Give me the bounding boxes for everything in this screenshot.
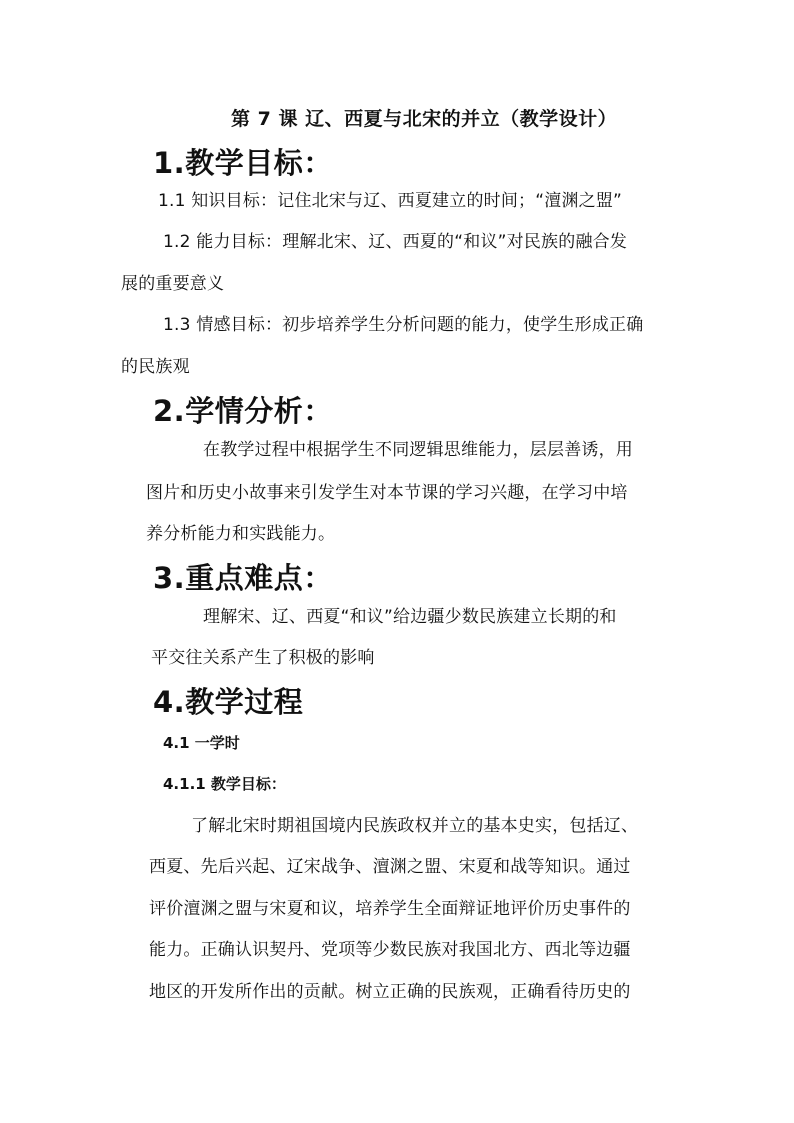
paragraph-line: 评价澶渊之盟与宋夏和议，培养学生全面辩证地评价历史事件的	[149, 899, 631, 919]
paragraph-line: 展的重要意义	[121, 274, 225, 294]
paragraph-line: 的民族观	[121, 357, 190, 377]
paragraph-line: 西夏、先后兴起、辽宋战争、澶渊之盟、宋夏和战等知识。通过	[149, 857, 631, 877]
subheading-lesson-objectives: 4.1.1 教学目标：	[163, 775, 286, 793]
paragraph-line: 了解北宋时期祖国境内民族政权并立的基本史实，包括辽、	[191, 816, 639, 836]
paragraph-line: 地区的开发所作出的贡献。树立正确的民族观，正确看待历史的	[149, 982, 631, 1002]
paragraph-line: 养分析能力和实践能力。	[146, 524, 336, 544]
section-heading-objectives: 1.教学目标：	[153, 146, 333, 180]
paragraph-line: 图片和历史小故事来引发学生对本节课的学习兴趣，在学习中培	[146, 483, 628, 503]
paragraph-line: 1.1 知识目标：记住北宋与辽、西夏建立的时间；“澶渊之盟”	[158, 191, 623, 211]
paragraph-line: 理解宋、辽、西夏“和议”给边疆少数民族建立长期的和	[203, 607, 617, 627]
section-heading-process: 4.教学过程	[153, 685, 304, 719]
section-heading-analysis: 2.学情分析：	[153, 394, 333, 428]
paragraph-line: 平交往关系产生了积极的影响	[151, 648, 375, 668]
paragraph-line: 1.2 能力目标：理解北宋、辽、西夏的“和议”对民族的融合发	[163, 232, 628, 252]
section-heading-key-points: 3.重点难点：	[153, 561, 333, 595]
subheading-lesson: 4.1 一学时	[163, 734, 240, 752]
paragraph-line: 1.3 情感目标：初步培养学生分析问题的能力，使学生形成正确	[163, 315, 644, 335]
document-title: 第 7 课 辽、西夏与北宋的并立（教学设计）	[231, 108, 618, 130]
paragraph-line: 能力。正确认识契丹、党项等少数民族对我国北方、西北等边疆	[149, 940, 631, 960]
paragraph-line: 在教学过程中根据学生不同逻辑思维能力，层层善诱，用	[203, 440, 633, 460]
